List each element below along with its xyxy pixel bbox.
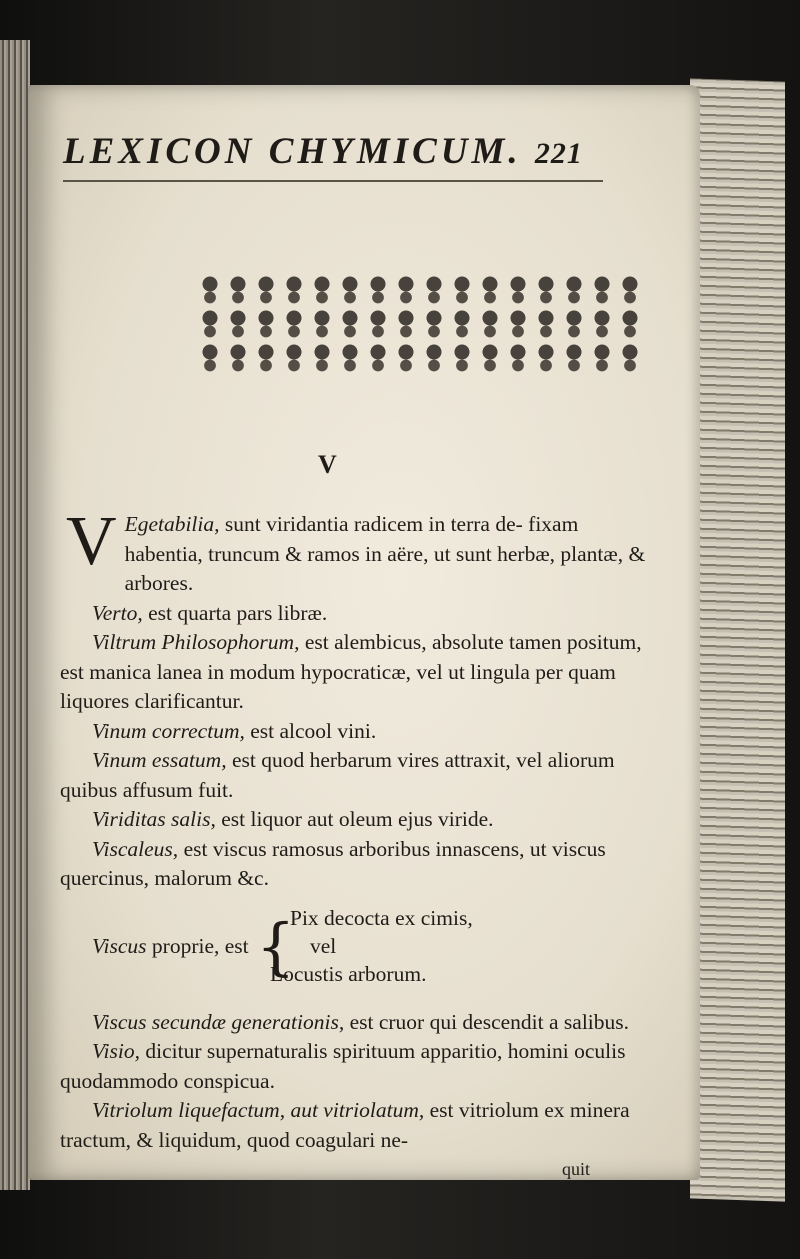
book-page <box>28 85 700 1180</box>
ornament-motif <box>338 275 362 305</box>
entry-definition: est quod herbarum vires attraxit, vel aliorum quibus affusum fuit. <box>60 748 615 802</box>
ornament-motif <box>366 309 390 339</box>
entry-definition: est alembicus, absolute tamen positum, est manica lanea in modum hypocraticæ, vel ut lingula per quam liquores clarificantur. <box>60 630 642 713</box>
header-rule <box>63 180 603 182</box>
entry-definition: dicitur supernaturalis spirituum apparitio, homini oculis quodammodo conspicua. <box>60 1039 626 1093</box>
ornament-motif <box>422 309 446 339</box>
entry-definition: est cruor qui descendit a salibus. <box>344 1009 630 1034</box>
ornament-motif <box>282 275 306 305</box>
ornament-motif <box>422 343 446 373</box>
ornament-motif <box>198 343 222 373</box>
ornament-motif <box>226 275 250 305</box>
entry-term: Verto, <box>92 600 143 625</box>
ornament-motif <box>478 343 502 373</box>
entry-term: Visio, <box>92 1039 140 1063</box>
ornament-motif <box>562 309 586 339</box>
ornament-motif <box>226 309 250 339</box>
ornament-motif <box>450 309 474 339</box>
entry-term: Viscaleus, <box>92 836 179 861</box>
ornament-motif <box>618 309 642 339</box>
ornament-motif <box>394 343 418 373</box>
ornament-motif <box>618 343 642 373</box>
entry-term: Viriditas salis, <box>92 807 216 831</box>
ornament-motif <box>534 343 558 373</box>
ornament-motif <box>198 309 222 339</box>
ornament-motif <box>618 275 642 305</box>
ornament-motif <box>590 275 614 305</box>
ornament-motif <box>310 309 334 339</box>
viscus-option-2: Locustis arborum. <box>270 961 427 986</box>
entry-vinum-correctum <box>60 717 660 747</box>
entry-definition: est vitriolum ex minera tractum, & liquidum, quod coagulari ne- <box>60 1098 630 1152</box>
ornament-motif <box>254 275 278 305</box>
page-number: 221 <box>534 137 583 170</box>
entry-viscus-secundae <box>60 1008 660 1038</box>
curly-brace: { <box>256 909 296 983</box>
entry-definition: est viscus ramosus arboribus innascens, ut viscus quercinus, malorum &c. <box>60 836 606 890</box>
ornament-motif <box>198 275 222 305</box>
ornament-motif <box>450 275 474 305</box>
entry-definition: est quarta pars libræ. <box>142 600 328 625</box>
running-title: LEXICON CHYMICUM. <box>63 131 522 172</box>
entry-definition: proprie, est <box>146 933 249 958</box>
lexicon-text <box>60 503 660 1185</box>
ornament-motif <box>366 275 390 305</box>
ornament-motif <box>338 343 362 373</box>
entry-viscaleus <box>60 835 660 894</box>
viscus-lead <box>92 932 249 962</box>
woodcut-ornament-band <box>198 275 658 375</box>
ornament-motif <box>282 309 306 339</box>
section-letter: V <box>318 450 337 479</box>
left-page-edges <box>0 40 30 1190</box>
ornament-motif <box>478 275 502 305</box>
entry-viscus <box>60 904 660 994</box>
ornament-motif <box>562 275 586 305</box>
ornament-motif <box>506 275 530 305</box>
entry-vitriolum <box>60 1096 660 1155</box>
entry-vinum-essatum <box>60 746 660 805</box>
entry-viltrum <box>60 628 660 717</box>
entry-term: Vinum essatum, <box>92 748 227 772</box>
entry-vegetabilia <box>60 503 660 599</box>
ornament-motif <box>310 275 334 305</box>
ornament-motif <box>506 343 530 373</box>
ornament-motif <box>338 309 362 339</box>
entry-definition: est alcool vini. <box>244 718 377 743</box>
ornament-motif <box>282 343 306 373</box>
ornament-motif <box>506 309 530 339</box>
ornament-motif <box>450 343 474 373</box>
viscus-option-1: Pix decocta ex cimis, <box>290 905 473 930</box>
ornament-motif <box>394 275 418 305</box>
drop-cap: V <box>66 503 117 580</box>
entry-definition: est liquor aut oleum ejus viride. <box>215 807 494 831</box>
ornament-motif <box>534 275 558 305</box>
ornament-motif <box>590 309 614 339</box>
entry-term: Egetabilia, <box>124 512 220 536</box>
viscus-vel: vel <box>310 933 337 958</box>
entry-visio <box>60 1037 660 1096</box>
right-page-edges <box>690 78 785 1201</box>
entry-term: Viltrum Philosophorum, <box>92 630 300 654</box>
ornament-motif <box>422 275 446 305</box>
ornament-motif <box>590 343 614 373</box>
running-head <box>63 130 643 173</box>
ornament-motif <box>534 309 558 339</box>
entry-term: Viscus secundæ generationis, <box>92 1009 345 1034</box>
ornament-motif <box>366 343 390 373</box>
entry-viriditas <box>60 805 660 835</box>
entry-definition: sunt viridantia radicem in terra de- fixam habentia, truncum & ramos in aëre, ut sunt herbæ, plantæ, & arbores. <box>124 512 646 595</box>
ornament-motif <box>310 343 334 373</box>
entry-term: Vinum correctum, <box>92 718 245 743</box>
ornament-motif <box>478 309 502 339</box>
catchword: quit <box>561 1159 590 1179</box>
ornament-motif <box>254 309 278 339</box>
ornament-motif <box>394 309 418 339</box>
ornament-motif <box>562 343 586 373</box>
ornament-motif <box>254 343 278 373</box>
entry-term: Vitriolum liquefactum, aut vitriolatum, <box>92 1098 425 1122</box>
entry-verto <box>60 599 660 629</box>
entry-term: Viscus <box>92 933 147 958</box>
ornament-motif <box>226 343 250 373</box>
